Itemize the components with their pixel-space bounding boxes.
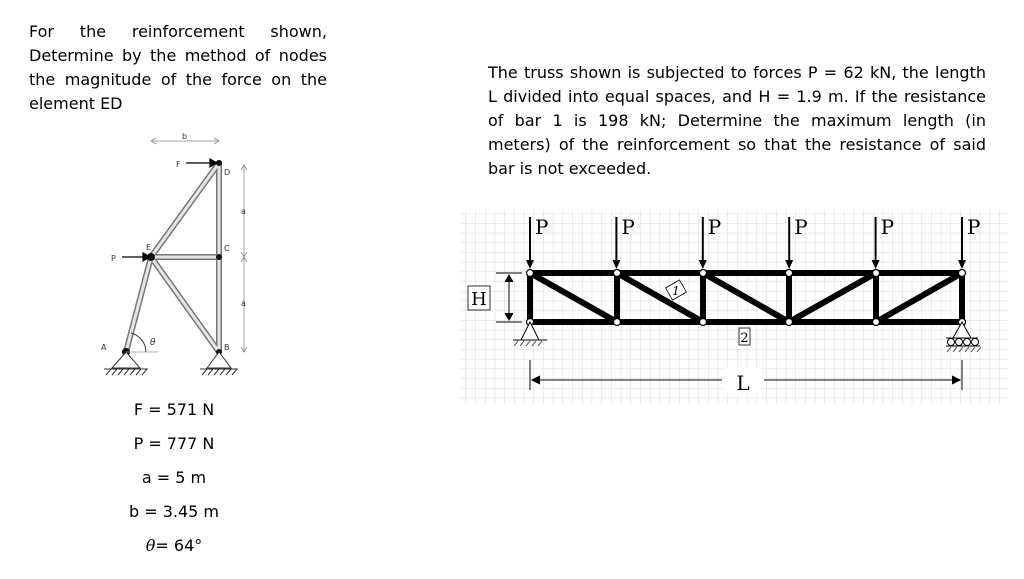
label-load-p: P (880, 215, 895, 239)
label-load-p: P (707, 215, 722, 239)
given-b: b = 3.45 m (128, 502, 220, 521)
given-f: F = 571 N (133, 400, 215, 419)
problem-left-statement: For the reinforcement shown, Determine by the method of nodes the magnitude of the force on the element ED (29, 22, 327, 113)
label-p: P (111, 254, 116, 263)
label-bar-2: 2 (740, 331, 749, 346)
theta-symbol: θ (145, 536, 156, 555)
problem-right-statement: The truss shown is subjected to forces P = 62 kN, the length L divided into equal spaces, and H = 1.9 m. If the resistance of bar 1 is 198 kN; Determine the maximum length (in meters) of the reinforcement so that the resistance of said bar is not exceeded. (488, 63, 986, 178)
label-a-top: a (241, 207, 246, 216)
given-a: a = 5 m (141, 468, 207, 487)
label-l: L (736, 371, 750, 395)
label-c: C (224, 244, 230, 253)
label-load-p: P (535, 215, 549, 239)
label-e: E (146, 243, 152, 252)
label-load-p: P (967, 215, 981, 239)
label-b-joint: B (224, 343, 230, 352)
theta-value: = 64° (155, 536, 203, 555)
label-d: D (224, 168, 231, 177)
label-theta: θ (150, 338, 156, 348)
label-load-p: P (794, 215, 808, 239)
label-h: H (471, 289, 487, 310)
label-a-bottom: a (241, 299, 246, 308)
given-p: P = 777 N (133, 434, 215, 453)
label-b: b (182, 132, 188, 141)
label-f: F (176, 160, 181, 169)
label-a-joint: A (101, 343, 107, 352)
label-bar-1: 1 (672, 284, 680, 298)
label-load-p: P (621, 215, 635, 239)
